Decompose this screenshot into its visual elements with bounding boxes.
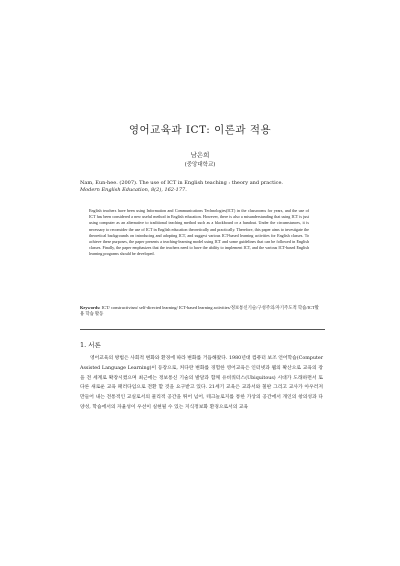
keywords: [80, 305, 320, 318]
keywords-label: Keywords:: [80, 305, 101, 310]
author-name: 남은희: [190, 151, 210, 159]
section-heading: 1. 서론: [80, 341, 101, 349]
citation-text: Nam, Eun-hee. (2007). The use of ICT in English teaching : theory and practice.: [80, 180, 284, 186]
abstract: English teachers have been using Information and Communications Technologies(ICT) in the classrooms for years, and the use of ICT has been considered a new useful method in English education. However, there is also a misunderstanding that using ICT is just using computer as an alternative to traditional teaching method such as a blackboard or a handout. Under the circumstances, it is necessary to reconsider the use of ICT in English education theoretically and practically. Therefore, this paper aims to investigate the theoretical backgrounds on introducing and adopting ICT, and suggest various ICT-based learning activities for English classes. To achieve these purposes, the paper presents a teaching-learning model using ICT and some guidelines that can be followed in English classes. Finally, the paper emphasizes that the teachers need to have the ability to implement ICT, and the various ICT-based English learning programs should be developed.: [89, 208, 309, 257]
body-paragraph: 영어교육의 방법은 사회적 변화와 환경에 따라 변화를 거듭해왔다. 1980년대 컴퓨터 보조 언어학습(Computer Assisted Language Learning)이 등장으로, 커다란 변화를 경험한 영어교육은 인터넷과 웹의 확산으로 교육의 장을 전 세계로 확장시켰으며 최근에는 정보통신 기술의 발달과 함께 유비쿼터스(Ubiquitous) 시대가 도래하면서 또 다른 새로운 교육 패러다임으로 전환 할 것을 요구받고 있다. 21세기 교육은 교과서와 칠판 그리고 교사가 아우러져 만들어 내는 전통적인 교실로서의 물리적 공간을 뛰어 넘어, 테크놀로지를 통한 가상의 공간에서 개인의 창의성과 다양성, 학습에서의 자율성이 우선이 실현될 수 있는 지식정보화 환경으로서의 교육: [80, 356, 323, 410]
citation-journal: Modern English Education, 8(2), 162-177.: [80, 187, 187, 193]
author-affiliation: (중앙대학교): [184, 162, 216, 168]
section-divider: [80, 329, 325, 330]
citation: [80, 180, 340, 194]
paper-title: 영어교육과 ICT: 이론과 적용: [128, 124, 272, 136]
keywords-text: ICT/ constructivism/ self-directed learning/ ICT-based learning activities/정보통신기술/구성주의/자기주도적 학습/ICT활용 학습 활동: [80, 305, 319, 317]
